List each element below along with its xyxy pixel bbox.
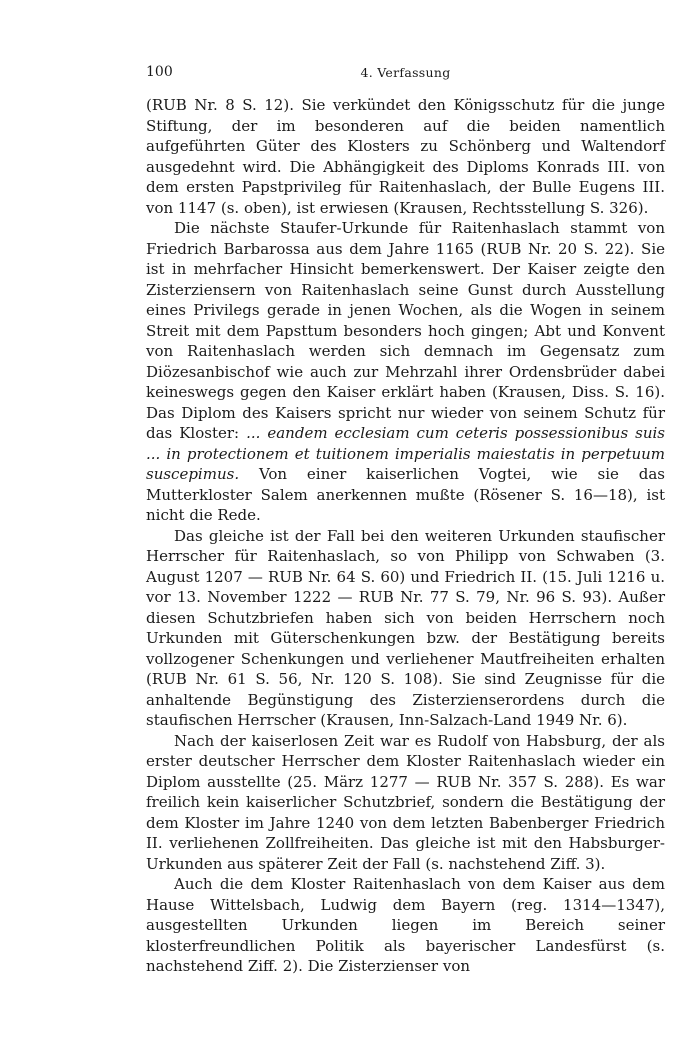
paragraph	[146, 218, 665, 526]
paragraph-text: Auch die dem Kloster Raitenhaslach von dem Kaiser aus dem Hause Wittelsbach, Ludwig dem Bayern (reg. 1314—1347), ausgestellten Urkunden liegen im Bereich seiner klosterfreundlichen Politik als bayerischer Landesfürst (s. nachstehend Ziff. 2). Die Zisterzienser von	[146, 875, 665, 975]
page-number: 100	[146, 64, 173, 80]
latin-quote: ... eandem ecclesiam cum ceteris possessionibus suis ... in protectionem et tuitionem imperialis maiestatis in perpetuum suscepimus.	[146, 424, 665, 483]
paragraph	[146, 874, 665, 977]
paragraph-text: Von einer kaiserlichen Vogtei, wie sie das Mutterkloster Salem anerkennen mußte (Rösener S. 16—18), ist nicht die Rede.	[146, 465, 665, 524]
paragraph-text: Nach der kaiserlosen Zeit war es Rudolf von Habsburg, der als erster deutscher Herrscher dem Kloster Raitenhaslach wieder ein Diplom ausstellte (25. März 1277 — RUB Nr. 357 S. 288). Es war freilich kein kaiserlicher Schutzbrief, sondern die Bestätigung der dem Kloster im Jahre 1240 von dem letzten Babenberger Friedrich II. verliehenen Zollfreiheiten. Das gleiche ist mit den Habsburger-Urkunden aus späterer Zeit der Fall (s. nachstehend Ziff. 3).	[146, 731, 665, 873]
body-text	[146, 95, 665, 977]
paragraph-text: Die nächste Staufer-Urkunde für Raitenhaslach stammt von Friedrich Barbarossa aus dem Jahre 1165 (RUB Nr. 20 S. 22). Sie ist in mehrfacher Hinsicht bemerkenswert. Der Kaiser zeigte den Zisterziensern von Raitenhaslach seine Gunst durch Ausstellung eines Privilegs gerade in jenen Wochen, als die Wogen in seinem Streit mit dem Papsttum besonders hoch gingen; Abt und Konvent von Raitenhaslach werden sich demnach im Gegensatz zum Diözesanbischof wie auch zur Mehrzahl ihrer Ordensbrüder dabei keineswegs gegen den Kaiser erklärt haben (Krausen, Diss. S. 16). Das Diplom des Kaisers spricht nur wieder von seinem Schutz für das Kloster:	[146, 219, 665, 442]
paragraph	[146, 526, 665, 731]
paragraph-text: Das gleiche ist der Fall bei den weiteren Urkunden staufischer Herrscher für Raitenhaslach, so von Philipp von Schwaben (3. August 1207 — RUB Nr. 64 S. 60) und Friedrich II. (15. Juli 1216 u. vor 13. November 1222 — RUB Nr. 77 S. 79, Nr. 96 S. 93). Außer diesen Schutzbriefen haben sich von beiden Herrschern noch Urkunden mit Güterschenkungen bzw. der Bestätigung bereits vollzogener Schenkungen und verliehener Mautfreiheiten erhalten (RUB Nr. 61 S. 56, Nr. 120 S. 108). Sie sind Zeugnisse für die anhaltende Begünstigung des Zisterzienserordens durch die staufischen Herrscher (Krausen, Inn-Salzach-Land 1949 Nr. 6).	[146, 526, 665, 729]
page-header	[146, 64, 665, 84]
running-head: 4. Verfassung	[360, 65, 451, 80]
paragraph-text: (RUB Nr. 8 S. 12). Sie verkündet den Königsschutz für die junge Stiftung, der im besonderen auf die beiden namentlich aufgeführten Güter des Klosters zu Schönberg und Waltendorf ausgedehnt wird. Die Abhängigkeit des Diploms Konrads III. von dem ersten Papstprivileg für Raitenhaslach, der Bulle Eugens III. von 1147 (s. oben), ist erwiesen (Krausen, Rechtsstellung S. 326).	[146, 96, 665, 217]
paragraph	[146, 95, 665, 218]
paragraph	[146, 731, 665, 875]
